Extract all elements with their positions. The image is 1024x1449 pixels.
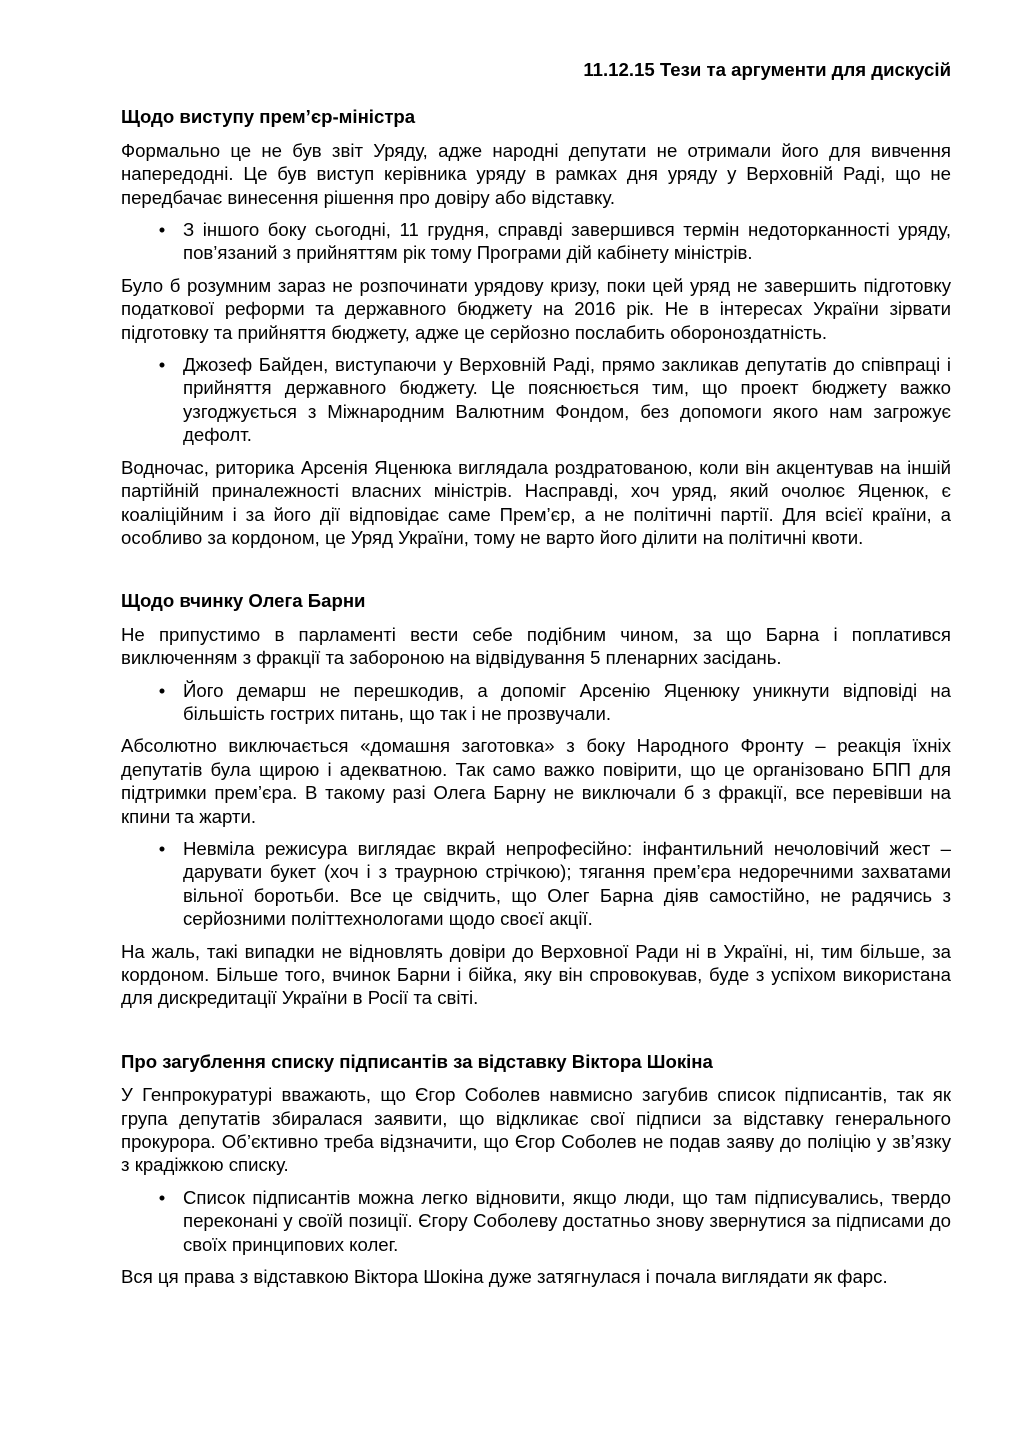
section-barna — [121, 589, 951, 1010]
paragraph: Не припустимо в парламенті вести себе подібним чином, за що Барна і поплатився виключенням з фракції та забороною на відвідування 5 пленарних засідань. — [121, 623, 951, 669]
document-title: 11.12.15 Тези та аргументи для дискусій — [583, 59, 951, 80]
bullet-icon: • — [158, 354, 166, 376]
bullet-list — [121, 218, 951, 265]
section-heading: Щодо виступу прем’єр-міністра — [121, 106, 416, 128]
bullet-item: • Джозеф Байден, виступаючи у Верховній Раді, прямо закликав депутатів до співпраці і прийняття державного бюджету. Це пояснюється тим, що проект бюджету важко узгоджується з Міжнародним Валютним Фондом, без допомоги якого нам загрожує дефолт. — [183, 353, 951, 447]
bullet-item: • Його демарш не перешкодив, а допоміг Арсенію Яценюку уникнути відповіді на більшість гострих питань, що так і не прозвучали. — [183, 679, 951, 726]
section-spacer — [121, 1019, 951, 1050]
bullet-icon: • — [158, 1186, 166, 1208]
bullet-icon: • — [158, 219, 166, 241]
bullet-icon: • — [158, 679, 166, 701]
bullet-item: • Список підписантів можна легко відновити, якщо люди, що там підписувались, твердо переконані у своїй позиції. Єгору Соболеву достатньо знову звернутися за підписами до своїх принципових колег. — [183, 1186, 951, 1256]
section-heading: Про загублення списку підписантів за відставку Віктора Шокіна — [121, 1050, 713, 1072]
section-premier-speech — [121, 105, 951, 549]
paragraph: Абсолютно виключається «домашня заготовка» з боку Народного Фронту – реакція їхніх депутатів була щирою і адекватною. Так само важко повірити, що це організовано БПП для підтримки прем’єра. В такому разі Олега Барну не виключали б з фракції, все перевівши на кпини та жарти. — [121, 735, 951, 827]
section-heading: Щодо вчинку Олега Барни — [121, 590, 366, 612]
paragraph: Водночас, риторика Арсенія Яценюка виглядала роздратованою, коли він акцентував на іншій партійній приналежності власних міністрів. Насправді, хоч уряд, який очолює Яценюк, є коаліційним і за його дії відповідає саме Прем’єр, а не політичні партії. Для всієї країни, а особливо за кордоном, це Уряд України, тому не варто його ділити на політичні квоти. — [121, 456, 951, 548]
section-spacer — [121, 558, 951, 589]
paragraph: Було б розумним зараз не розпочинати урядову кризу, поки цей уряд не завершить підготовку податкової реформи та державного бюджету на 2016 рік. Не в інтересах України зірвати підготовку та прийняття бюджету, адже це серйозно послабить обороноздатність. — [121, 274, 951, 343]
paragraph: На жаль, такі випадки не відновлять довіри до Верховної Ради ні в Україні, ні, тим більше, за кордоном. Більше того, вчинок Барни і бійка, яку він спровокував, буде з успіхом використана для дискредитації України в Росії та світі. — [121, 940, 951, 1009]
paragraph: У Генпрокуратурі вважають, що Єгор Соболев навмисно загубив список підписантів, так як група депутатів збиралася заявити, що відкликає свої підписи за відставку генерального прокурора. Об’єктивно треба відзначити, що Єгор Соболев не подав заяву до поліцію у зв’язку з крадіжкою списку. — [121, 1084, 951, 1176]
bullet-item: • З іншого боку сьогодні, 11 грудня, справді завершився термін недоторканності уряду, пов’язаний з прийняттям рік тому Програми дій кабінету міністрів. — [183, 218, 951, 265]
paragraph: Вся ця права з відставкою Віктора Шокіна дуже затягнулася і почала виглядати як фарс. — [121, 1266, 888, 1288]
bullet-list — [121, 353, 951, 447]
paragraph: Формально це не був звіт Уряду, адже народні депутати не отримали його для вивчення напередодні. Це був виступ керівника уряду в рамках дня уряду у Верховній Раді, що не передбачає винесення рішення про довіру або відставку. — [121, 139, 951, 208]
bullet-icon: • — [158, 837, 166, 859]
bullet-list — [121, 679, 951, 726]
bullet-list — [121, 837, 951, 931]
bullet-item: • Невміла режисура виглядає вкрай непрофесійно: інфантильний нечоловічий жест – дарувати букет (хоч і з траурною стрічкою); тягання прем’єра недоречними захватами вільної боротьби. Все це свідчить, що Олег Барна діяв самостійно, не радячись з серйозними політтехнологами щодо своєї акції. — [183, 837, 951, 931]
bullet-list — [121, 1186, 951, 1256]
section-shokin — [121, 1050, 951, 1289]
